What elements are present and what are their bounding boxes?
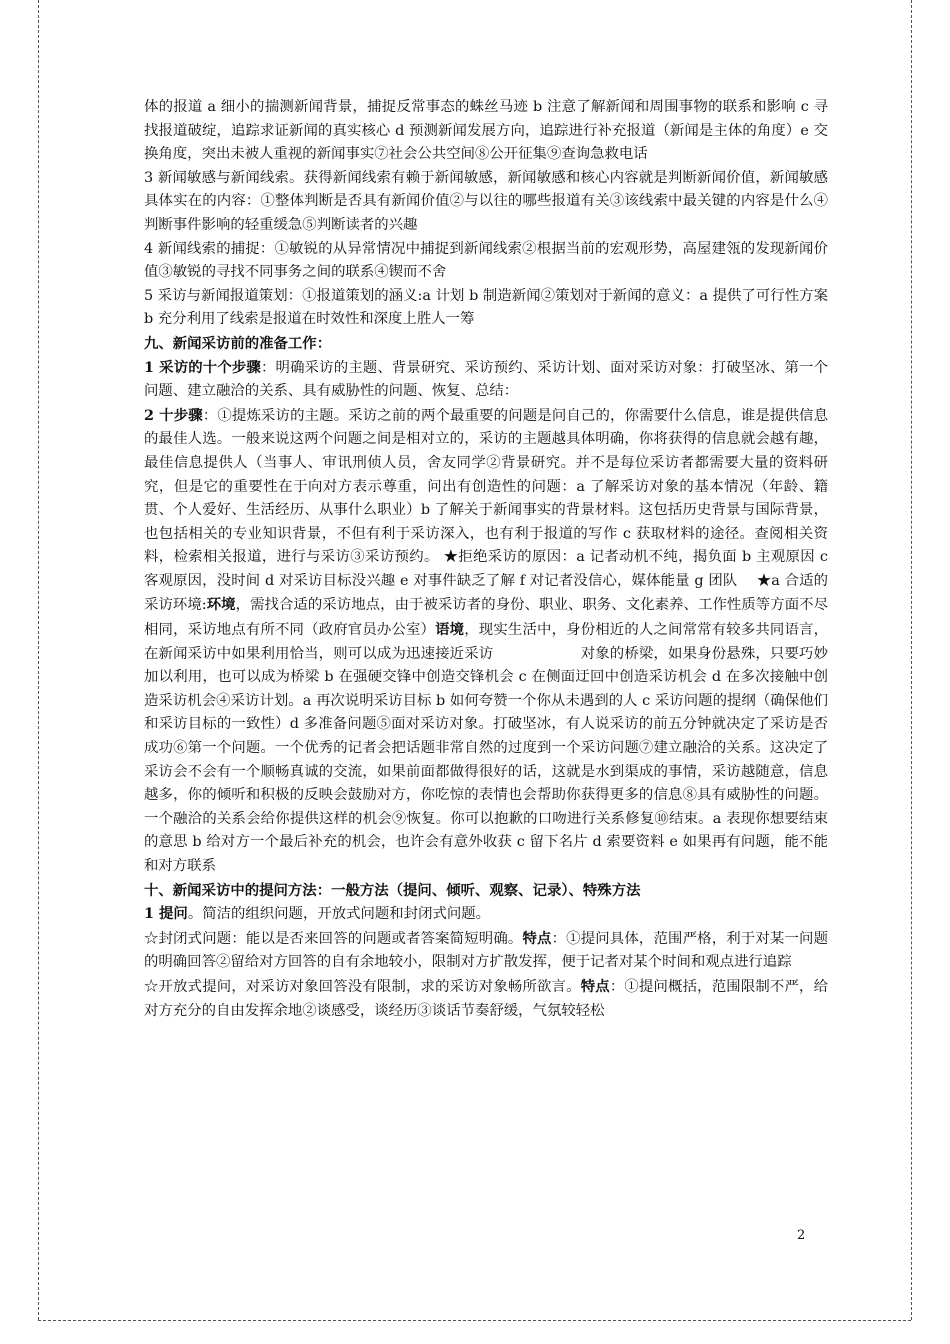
paragraph-questioning [144,902,828,927]
paragraph-news-capture: 4 新闻线索的捕捉：①敏锐的从异常情况中捕捉到新闻线索②根据当前的宏观形势，高屋建瓴的发现新闻价值③敏锐的寻找不同事务之间的联系④锲而不舍 [144,240,828,281]
paragraph-ten-steps-overview [144,356,828,404]
paragraph-news-tips: 体的报道 a 细小的揣测新闻背景，捕捉反常事态的蛛丝马迹 b 注意了解新闻和周围事物的联系和影响 c 寻找报道破绽，追踪求证新闻的真实核心 d 预测新闻发展方向，追踪进行补充报道（新闻是主体的角度）e 交换角度，突出未被人重视的新闻事实⑦社会公共空间⑧公开征集⑨查询急救电话 [144,99,828,163]
closed-feature-text: ：①提问具体，范围严格，利于对某一问题的明确回答②留给对方回答的自有余地较小，限制对方扩散发挥，便于记者对某个时间和观点进行追踪 [144,930,828,971]
environment-label: 环境 [206,596,236,614]
page-number: 2 [797,1228,806,1243]
section-heading-10: 十、新闻采访中的提问方法：一般方法（提问、倾听、观察、记录）、特殊方法 [144,881,641,899]
section-heading-9: 九、新闻采访前的准备工作： [144,334,332,352]
ten-steps-label: 1 采访的十个步骤 [144,358,261,376]
closed-questions-text: ☆封闭式问题：能以是否来回答的问题或者答案简短明确。 [144,930,523,947]
ten-steps-text: ：明确采访的主题、背景研究、采访预约、采访计划、面对采访对象：打破坚冰、第一个问题、建立融洽的关系、具有威胁性的问题、恢复、总结： [144,359,828,400]
paragraph-open-questions [144,975,828,1023]
document-body [144,96,828,1023]
steps-text-a: ：①提炼采访的主题。采访之前的两个最重要的问题是问自己的，你需要什么信息，谁是提供信息的最佳人选。一般来说这两个问题之间是相对立的，采访的主题越具体明确，你将获得的信息就会越有趣，最佳信息提供人（当事人、审讯刑侦人员，舍友同学②背景研究。并不是每位采访者都需要大量的资料研究，但是它的重要性在于向对方表示尊重，问出有创造性的问题：a 了解采访对象的基本情况（年龄、籍贯、个人爱好、生活经历、从事什么职业）b 了解关于新闻事实的背景材料。这包括历史背景与国际背景，也包括相关的专业知识背景，不但有利于采访深入，也有利于报道的写作 c 获取材料的途径。查阅相关资料，检索相关报道，进行与采访③采访预约。 ★拒绝采访的原因：a 记者动机不纯，揭负面 b 主观原因 c 客观原因，没时间 d 对采访目标没兴趣 e 对事件缺乏了解 f 对记者没信心，媒体能量 g 团队 ★a 合适的采访环境: [144,407,828,614]
steps-label: 2 十步骤 [144,406,203,424]
steps-text-b: ，需找合适的采访地点，由于被采访者的身份、职业、职务、文化素养、工作性质等方面不尽相同，采访地点有所不同（政府官员办公室） [144,597,828,639]
page-border-bottom [38,1320,911,1321]
open-feature-text: ：①提问概括，范围限制不严，给对方充分的自由发挥余地②谈感受，谈经历③谈话节奏舒缓，气氛较轻松 [144,978,828,1019]
questioning-text: 。简洁的组织问题，开放式问题和封闭式问题。 [187,906,491,923]
open-feature-label: 特点 [580,977,610,995]
paragraph-closed-questions [144,927,828,975]
questioning-label: 1 提问 [144,905,188,923]
page-border-left [38,0,39,1320]
page-border-right [911,0,912,1320]
closed-feature-label: 特点 [522,929,552,947]
open-questions-text: ☆开放式提问，对采访对象回答没有限制，求的采访对象畅所欲言。 [144,978,581,995]
paragraph-ten-steps-detail [144,404,828,879]
context-label: 语境 [435,621,465,639]
paragraph-interview-planning: 5 采访与新闻报道策划：①报道策划的涵义:a 计划 b 制造新闻②策划对于新闻的意义：a 提供了可行性方案 b 充分利用了线索是报道在时效性和深度上胜人一筹 [144,287,828,328]
steps-text-c: ，现实生活中，身份相近的人之间常常有较多共同语言，在新闻采访中如果利用恰当，则可以成为迅速接近采访 对象的桥梁，如果身份悬殊，只要巧妙加以利用，也可以成为桥梁 b 在强硬交锋中创造交锋机会 c 在侧面迂回中创造采访机会 d 在多次接触中创造采访机会④采访计划。a 再次说明采访目标 b 如何夸赞一个你从未遇到的人 c 采访问题的提纲（确保他们和采访目标的一致性）d 多准备问题⑤面对采访对象。打破坚冰，有人说采访的前五分钟就决定了采访是否成功⑥第一个问题。一个优秀的记者会把话题非常自然的过度到一个采访问题⑦建立融洽的关系。这决定了采访会不会有一个顺畅真诚的交流，如果前面都做得很好的话，这就是水到渠成的事情，采访越随意，信息越多，你的倾听和积极的反映会鼓励对方，你吃惊的表情也会帮助你获得更多的信息⑧具有威胁性的问题。一个融洽的关系会给你提供这样的机会⑨恢复。你可以抱歉的口吻进行关系修复⑩结束。a 表现你想要结束的意思 b 给对方一个最后补充的机会，也许会有意外收获 c 留下名片 d 索要资料 e 如果再有问题，能不能和对方联系 [144,622,828,874]
paragraph-news-sensitivity: 3 新闻敏感与新闻线索。获得新闻线索有赖于新闻敏感，新闻敏感和核心内容就是判断新闻价值，新闻敏感具体实在的内容：①整体判断是否具有新闻价值②与以往的哪些报道有关③该线索中最关键的内容是什么④判断事件影响的轻重缓急⑤判断读者的兴趣 [144,169,828,233]
